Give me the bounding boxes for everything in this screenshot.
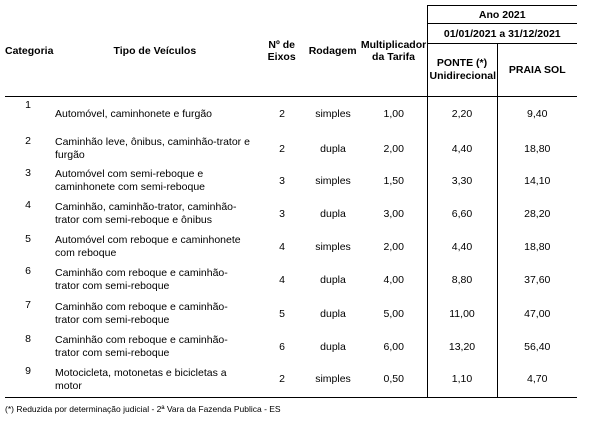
cell-tipo-veiculo-line: motor	[55, 379, 82, 392]
cell-eixos: 2	[279, 373, 285, 386]
cell-tipo-veiculo-line: Caminhão com reboque e caminhão-	[55, 334, 228, 346]
header-multiplicador	[361, 39, 427, 63]
cell-categoria: 1	[25, 98, 31, 111]
table-row	[5, 96, 577, 133]
header-mult-line1: Multiplicador	[360, 38, 427, 51]
table-header	[5, 6, 577, 97]
cell-ponte: 11,00	[427, 297, 497, 331]
cell-tipo-veiculo	[51, 363, 259, 397]
cell-multiplicador: 1,50	[383, 174, 404, 187]
cell-praia-sol: 28,20	[497, 197, 577, 231]
cell-tipo-veiculo-line: Caminhão, caminhão-trator, caminhão-	[55, 201, 237, 213]
header-eixos-line1: Nº de	[268, 38, 295, 51]
cell-rodagem: dupla	[320, 207, 346, 220]
cell-multiplicador: 2,00	[383, 240, 404, 253]
cell-praia-sol: 9,40	[497, 96, 577, 133]
cell-tipo-veiculo	[51, 331, 259, 363]
cell-tipo-veiculo-line: com reboque	[55, 247, 117, 259]
header-tipo: Tipo de Veículos	[113, 44, 197, 57]
table-row	[5, 133, 577, 165]
cell-praia-sol: 18,80	[497, 133, 577, 165]
cell-tipo-veiculo-line: furgão	[55, 149, 85, 161]
table-row	[5, 165, 577, 197]
header-ponte-line2: Unidirecional	[429, 69, 497, 82]
cell-ponte: 2,20	[427, 96, 497, 133]
cell-ponte: 3,30	[427, 165, 497, 197]
cell-ponte: 6,60	[427, 197, 497, 231]
header-eixos	[259, 39, 305, 63]
table-row	[5, 363, 577, 397]
tariff-table	[5, 5, 577, 398]
cell-eixos: 3	[279, 207, 285, 220]
cell-categoria: 6	[25, 265, 31, 277]
cell-multiplicador: 4,00	[383, 273, 404, 286]
header-periodo: 01/01/2021 a 31/12/2021	[427, 24, 577, 44]
cell-ponte: 1,10	[427, 363, 497, 397]
table-row	[5, 297, 577, 331]
cell-rodagem: dupla	[320, 142, 346, 155]
cell-tipo-veiculo-line: Automóvel com reboque e caminhonete	[55, 234, 241, 246]
cell-rodagem: simples	[315, 174, 351, 187]
cell-eixos: 2	[279, 108, 285, 121]
cell-tipo-veiculo-line: Caminhão com reboque e caminhão-	[55, 301, 228, 313]
table-row	[5, 231, 577, 263]
cell-tipo-veiculo-line: trator com semi-reboque e ônibus	[55, 214, 212, 226]
cell-multiplicador: 5,00	[383, 307, 404, 320]
cell-categoria: 9	[25, 365, 31, 377]
cell-categoria: 3	[25, 167, 31, 179]
cell-ponte: 4,40	[427, 133, 497, 165]
cell-rodagem: simples	[315, 108, 351, 121]
cell-tipo-veiculo	[51, 133, 259, 165]
cell-categoria: 7	[25, 299, 31, 311]
cell-categoria: 5	[25, 233, 31, 245]
cell-eixos: 4	[279, 240, 285, 253]
cell-tipo-veiculo-line: Motocicleta, motonetas e bicicletas a	[55, 366, 227, 379]
cell-tipo-veiculo	[51, 263, 259, 297]
cell-tipo-veiculo	[51, 231, 259, 263]
cell-eixos: 4	[279, 273, 285, 286]
cell-categoria: 8	[25, 333, 31, 345]
cell-praia-sol: 4,70	[497, 363, 577, 397]
table-row	[5, 331, 577, 363]
table-row	[5, 197, 577, 231]
cell-tipo-veiculo-line: Caminhão leve, ônibus, caminhão-trator e	[55, 136, 250, 148]
cell-multiplicador: 2,00	[383, 142, 404, 155]
cell-tipo-veiculo	[51, 297, 259, 331]
cell-praia-sol: 47,00	[497, 297, 577, 331]
cell-categoria: 4	[25, 199, 31, 211]
cell-eixos: 2	[279, 142, 285, 155]
header-ponte-line1: PONTE (*)	[436, 56, 488, 69]
cell-multiplicador: 1,00	[383, 108, 404, 121]
table-body	[5, 96, 577, 397]
header-categoria: Categoria	[5, 44, 54, 57]
cell-tipo-veiculo-line: Automóvel com semi-reboque e	[55, 168, 204, 180]
cell-eixos: 3	[279, 174, 285, 187]
cell-multiplicador: 0,50	[383, 373, 404, 386]
cell-tipo-veiculo-line: Automóvel, caminhonete e furgão	[55, 108, 213, 121]
header-rodagem: Rodagem	[308, 44, 357, 57]
cell-praia-sol: 56,40	[497, 331, 577, 363]
cell-eixos: 5	[279, 307, 285, 320]
header-mult-line2: da Tarifa	[372, 50, 416, 63]
cell-ponte: 13,20	[427, 331, 497, 363]
cell-tipo-veiculo	[51, 165, 259, 197]
cell-tipo-veiculo	[51, 197, 259, 231]
cell-rodagem: dupla	[320, 273, 346, 286]
cell-tipo-veiculo-line: trator com semi-reboque	[55, 347, 170, 359]
cell-ponte: 4,40	[427, 231, 497, 263]
cell-praia-sol: 14,10	[497, 165, 577, 197]
cell-eixos: 6	[279, 340, 285, 353]
cell-multiplicador: 3,00	[383, 207, 404, 220]
header-eixos-line2: Eixos	[267, 50, 296, 63]
cell-praia-sol: 18,80	[497, 231, 577, 263]
cell-tipo-veiculo-line: trator com semi-reboque	[55, 314, 170, 326]
footnote: (*) Reduzida por determinação judicial - 2ª Vara da Fazenda Publica - ES	[5, 404, 281, 414]
cell-rodagem: simples	[315, 373, 351, 386]
table-row	[5, 263, 577, 297]
cell-rodagem: dupla	[320, 307, 346, 320]
cell-ponte: 8,80	[427, 263, 497, 297]
cell-tipo-veiculo-line: Caminhão com reboque e caminhão-	[55, 267, 228, 279]
cell-categoria: 2	[25, 135, 31, 147]
cell-multiplicador: 6,00	[383, 340, 404, 353]
cell-rodagem: simples	[315, 240, 351, 253]
cell-praia-sol: 37,60	[497, 263, 577, 297]
cell-rodagem: dupla	[320, 340, 346, 353]
cell-tipo-veiculo	[51, 96, 259, 133]
cell-tipo-veiculo-line: caminhonete com semi-reboque	[55, 181, 205, 193]
header-ano: Ano 2021	[427, 6, 577, 24]
header-ponte	[427, 44, 497, 96]
header-praia-sol: PRAIA SOL	[497, 44, 577, 96]
cell-tipo-veiculo-line: trator com semi-reboque	[55, 280, 170, 292]
